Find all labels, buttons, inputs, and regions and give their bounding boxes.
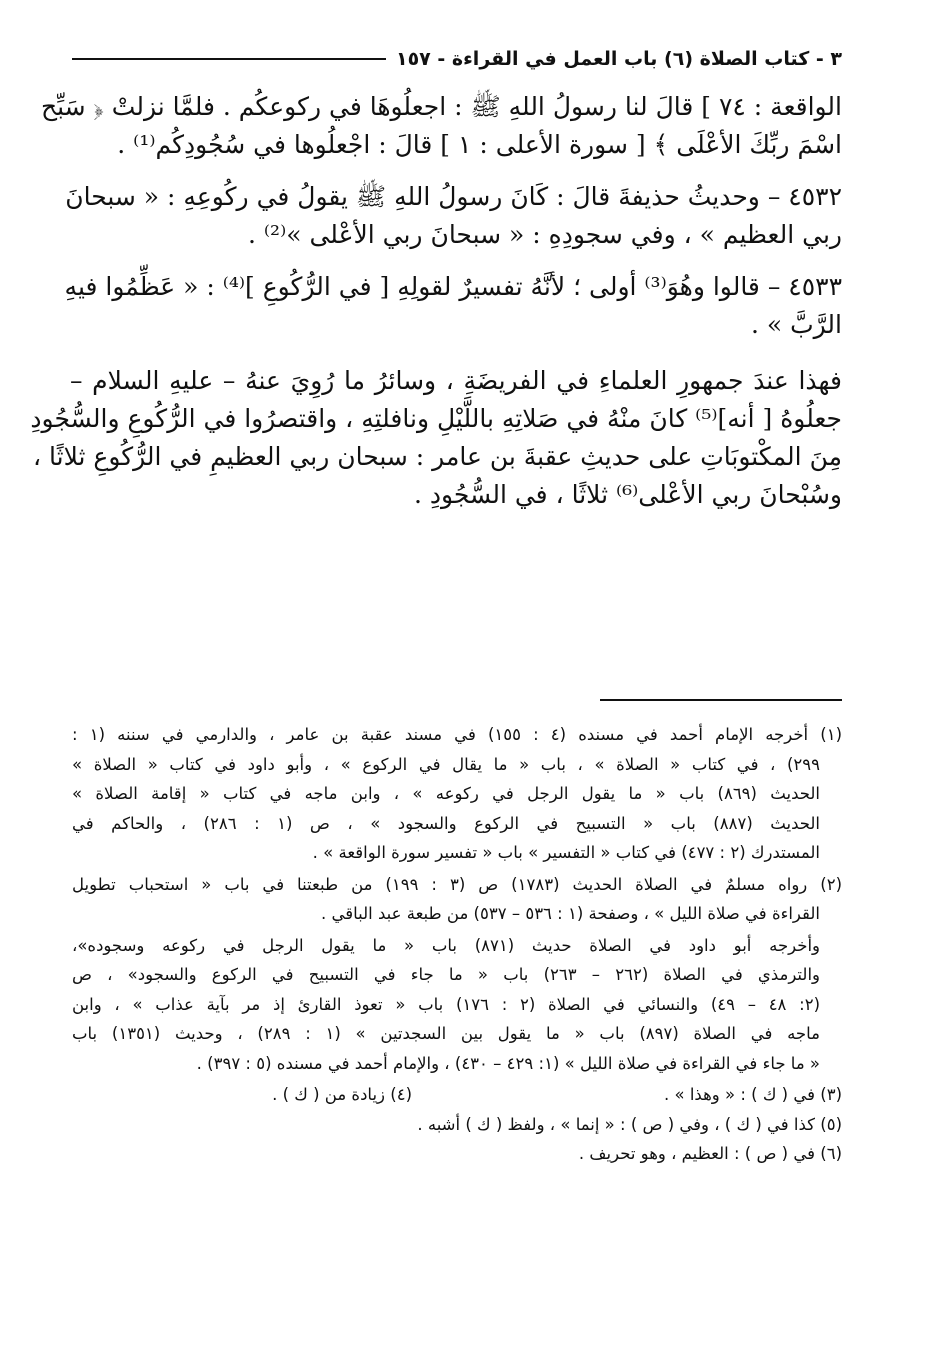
text-line: ٤٥٣٣ – قالوا وهُوَ⁽³⁾ أولى ؛ لأنَّهُ تفسيرٌ لقولِهِ [ في الرُّكُوعِ ]⁽⁴⁾ : « عَظِّمُوا فيهِ: [64, 272, 842, 301]
footnote-line: الحديث (٨٦٩) باب « ما يقول الرجل في ركوعه » ، وابن ماجه في كتاب « إقامة الصلاة »: [72, 784, 820, 803]
footnote-6: (٦) في ( ص ) : العظيم ، وهو تحريف .: [578, 1144, 842, 1163]
footnote-line: ٢٩٩) ، في كتاب « الصلاة » ، باب « ما يقال في الركوع » ، وأبو داود في كتاب « الصلاة »: [72, 754, 820, 774]
footnote-2: [72, 870, 842, 929]
text-line: الواقعة : ٧٤ ] قالَ لنا رسولُ اللهِ ﷺ : اجعلُوهَا في ركوعكُم . فلمَّا نزلتْ ﴿ سَبِّح: [40, 92, 842, 121]
footnote-line: المستدرك (٢ : ٤٧٧) في كتاب « التفسير » باب « تفسير سورة الواقعة » .: [312, 843, 820, 862]
footnote-4: (٤) زيادة من ( ك ) .: [272, 1085, 412, 1104]
footnote-5-row: [72, 1110, 842, 1140]
text-line: ٤٥٣٢ – وحديثُ حذيفةَ قالَ : كَانَ رسولُ اللهِ ﷺ يقولُ في ركُوعِهِ : « سبحانَ: [65, 182, 842, 211]
text-line: ربي العظيم » ، وفي سجودِهِ : « سبحانَ ربي الأعْلى »⁽²⁾ .: [248, 220, 842, 249]
footnote-1: [72, 720, 842, 868]
footnotes: [72, 720, 842, 1169]
text-line: جعلُوهُ [ أنه]⁽⁵⁾ كانَ منْهُ في صَلاتِهِ باللَّيْلِ ونافلتِهِ ، واقتصرُوا في الرُّكُوعِ والسُّجُودِ: [30, 404, 842, 433]
text-line: مِنَ المكْتوبَاتِ على حديثِ عقبةَ بن عامر : سبحان ربي العظيمِ في الرُّكُوعِ ثلاثًا ،: [32, 442, 842, 471]
footnotes-3-4-row: [72, 1080, 842, 1110]
footnote-line: (٢: ٤٨ – ٤٩) والنسائي في الصلاة (٢ : ١٧٦) باب « تعوذ القارئ إذ مر بآية عذاب » ، وابن: [72, 994, 820, 1014]
footnote-line: والترمذي في الصلاة (٢٦٢ – ٢٦٣) باب « ما جاء في التسبيح في الركوع والسجود» ، ص: [72, 965, 820, 984]
footnote-line: (٢) رواه مسلمٌ في الصلاة الحديث (١٧٨٣) ص (٣ : ١٩٩) من طبعتنا في باب « استحباب تطويل: [72, 874, 842, 894]
footnote-line: (١) أخرجه الإمام أحمد في مسنده (٤ : ١٥٥) في مسند عقبة بن عامر ، والدارمي في سننه (١ :: [72, 725, 843, 744]
text-line: وسُبْحانَ ربي الأعْلى⁽⁶⁾ ثلاثًا ، في السُّجُودِ .: [413, 480, 842, 509]
footnote-3: (٣) في ( ك ) : « وهذا » .: [664, 1085, 842, 1104]
text-line: اسْمَ ربِّكَ الأعْلَى ﴾ [ سورة الأعلى : ١ ] قالَ : اجْعلُوها في سُجُودِكُم⁽¹⁾ .: [117, 130, 842, 159]
paragraph-4533: [64, 268, 842, 344]
paragraph-commentary: [30, 362, 842, 514]
header-rule: [72, 58, 386, 60]
footnote-line: الحديث (٨٨٧) باب « التسبيح في الركوع والسجود » ، ص (١ : ٢٨٦) ، والحاكم في: [72, 813, 820, 833]
running-title: ٣ - كتاب الصلاة (٦) باب العمل في القراءة - ١٥٧: [395, 48, 842, 70]
text-line: الرَّبَّ » .: [750, 310, 842, 339]
running-header: [72, 44, 842, 74]
footnote-2-continued: [72, 931, 842, 1079]
footnote-line: وأخرجه أبو داود في الصلاة حديث (٨٧١) باب « ما يقول الرجل في ركوعه وسجوده»،: [72, 935, 820, 955]
footnote-line: ماجه في الصلاة (٨٩٧) باب « ما يقول بين السجدتين » (١ : ٢٨٩) ، وحديث (١٣٥١) باب: [72, 1024, 820, 1043]
footnote-5: (٥) كذا في ( ك ) ، وفي ( ص ) : « إنما » ، ولفظ ( ك ) أشبه .: [417, 1114, 842, 1134]
footnote-separator: [600, 699, 842, 701]
paragraph-1: [40, 88, 842, 164]
footnote-6-row: [72, 1139, 842, 1169]
paragraph-4532: [65, 178, 842, 254]
text-line: فهذا عندَ جمهورِ العلماءِ في الفريضَةِ ، وسائرُ ما رُوِيَ عنهُ – عليهِ السلام –: [70, 366, 842, 395]
footnote-line: « ما جاء في القراءة في صلاة الليل » (١: ٤٢٩ – ٤٣٠) ، والإمام أحمد في مسنده (٥ : ٣٩٧) .: [196, 1053, 820, 1073]
footnote-line: القراءة في صلاة الليل » ، وصفحة (١ : ٥٣٦ – ٥٣٧) من طبعة عبد الباقي .: [321, 904, 820, 923]
main-text: [30, 88, 842, 528]
